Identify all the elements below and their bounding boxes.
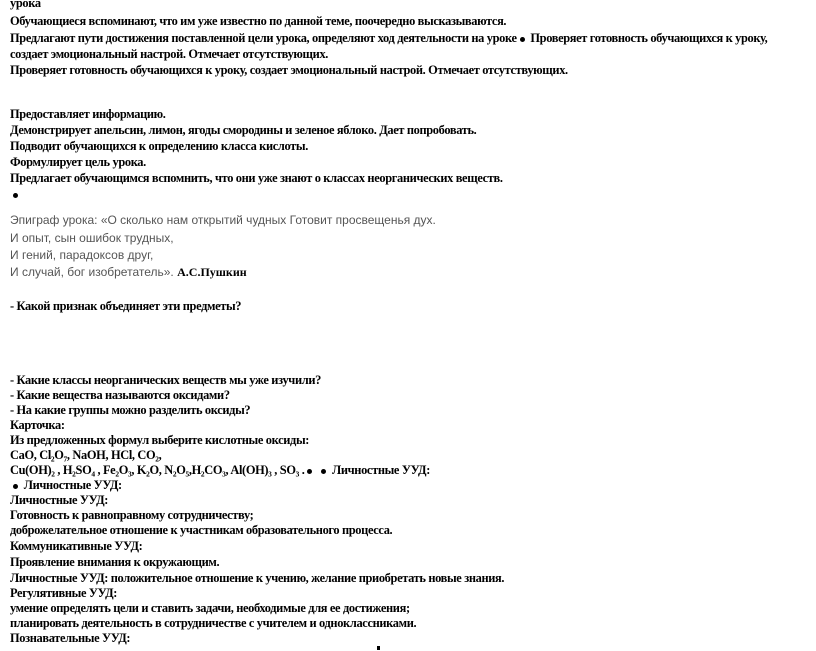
epigraph-line: Эпиграф урока: «О сколько нам открытий чудных Готовит просвещенья дух. <box>10 213 436 227</box>
text-line: Проявление внимания к окружающим. <box>10 555 220 569</box>
text-line: Формулирует цель урока. <box>10 155 146 169</box>
card-heading: Карточка: <box>10 418 65 432</box>
text-line: Познавательные УУД: <box>10 631 131 645</box>
text-line: планировать деятельность в сотрудничестве с учителем и одноклассниками. <box>10 616 417 630</box>
text-line: Демонстрирует апельсин, лимон, ягоды смородины и зеленое яблоко. Дает попробовать. <box>10 123 477 137</box>
text-line: создает эмоциональный настрой. Отмечает отсутствующих. <box>10 47 329 61</box>
text-line: Проверяет готовность обучающихся к уроку, создает эмоциональный настрой. Отмечает отсутствующих. <box>10 63 568 77</box>
text-line: Подводит обучающихся к определению класса кислоты. <box>10 139 308 153</box>
formula-line: CaO, Cl₂O₇, NaOH, HCl, CO₂, <box>10 448 162 462</box>
question-line: - Какие классы неорганических веществ мы уже изучили? <box>10 373 321 387</box>
text-line: Регулятивные УУД: <box>10 586 118 600</box>
epigraph-line <box>10 264 247 280</box>
dot-mark <box>377 646 380 650</box>
formula-line <box>10 462 430 478</box>
text-line <box>10 186 21 202</box>
text-line: Личностные УУД: положительное отношение к учению, желание приобретать новые знания. <box>10 571 505 585</box>
question-line: - Какой признак объединяет эти предметы? <box>10 299 242 313</box>
bullet-icon <box>307 469 312 474</box>
text-line: Из предложенных формул выберите кислотные оксиды: <box>10 433 310 447</box>
epigraph-fragment: И случай, бог изобретатель». <box>10 265 174 279</box>
text-line: доброжелательное отношение к участникам образовательного процесса. <box>10 523 393 537</box>
bullet-icon <box>321 469 326 474</box>
bullet-icon <box>13 484 18 489</box>
epigraph-line: И опыт, сын ошибок трудных, <box>10 231 174 245</box>
text-line: Готовность к равноправному сотрудничеству; <box>10 508 254 522</box>
text-line <box>10 30 767 46</box>
question-line: - На какие группы можно разделить оксиды? <box>10 403 251 417</box>
bullet-icon <box>520 37 525 42</box>
text-line: Обучающиеся вспоминают, что им уже известно по данной теме, поочередно высказываются. <box>10 14 507 28</box>
text-line: Личностные УУД: <box>10 493 109 507</box>
text-line: урока <box>10 0 41 10</box>
epigraph-author: А.С.Пушкин <box>177 265 247 279</box>
text-line: Коммуникативные УУД: <box>10 539 143 553</box>
epigraph-line: И гений, парадоксов друг, <box>10 248 154 262</box>
text-line: Предлагает обучающимся вспомнить, что они уже знают о классах неорганических веществ. <box>10 171 503 185</box>
formula-fragment: Cu(OH)₂ , H₂SO₄ , Fe₂O₃, K₂O, N₂O₅,H₂CO₃, Al(OH)₃ , SO₃ . <box>10 463 305 477</box>
text-fragment: Личностные УУД: <box>331 463 431 477</box>
text-line: Предоставляет информацию. <box>10 107 166 121</box>
text-fragment: Проверяет готовность обучающихся к уроку, <box>530 31 768 45</box>
text-fragment: Предлагают пути достижения поставленной цели урока, определяют ход деятельности на уроке <box>10 31 517 45</box>
text-fragment: Личностные УУД: <box>23 478 122 492</box>
bullet-icon <box>13 193 18 198</box>
text-line: умение определять цели и ставить задачи, необходимые для ее достижения; <box>10 601 410 615</box>
question-line: - Какие вещества называются оксидами? <box>10 388 230 402</box>
text-line <box>10 477 122 493</box>
